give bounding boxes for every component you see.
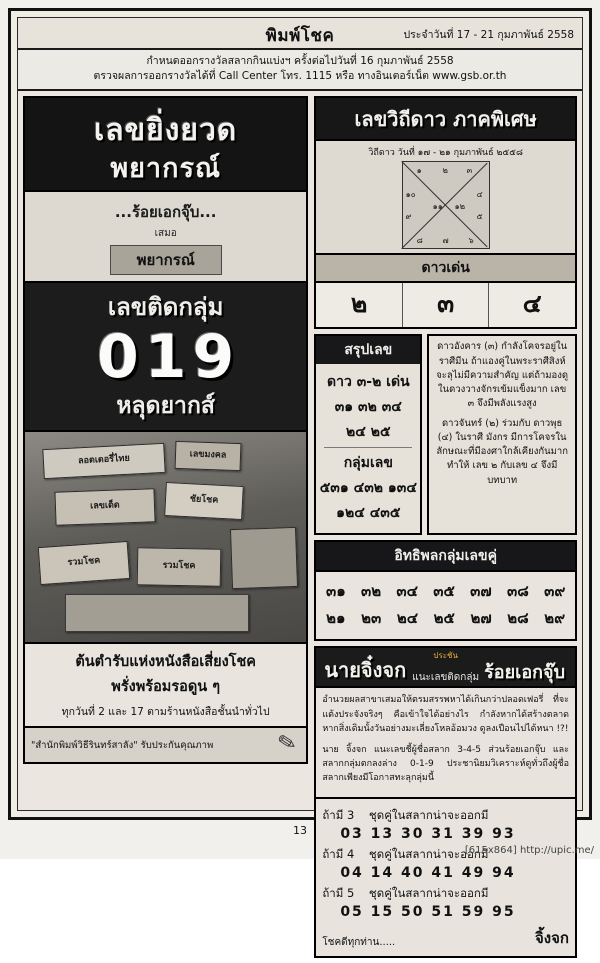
- lucky-digit-3: 9: [192, 322, 235, 393]
- star-number: ๓: [403, 283, 490, 327]
- number-set: [322, 885, 569, 920]
- chart-number: ๕: [476, 212, 483, 222]
- chart-number: ๓: [466, 166, 473, 176]
- chart-number: ๑๐: [405, 190, 416, 200]
- even-number: ๓๘: [506, 582, 529, 601]
- set-values: 04 14 40 41 49 94: [340, 864, 516, 881]
- summary-line-1: ดาว ๓-๒ เด่น: [327, 374, 410, 391]
- even-number: ๒๗: [470, 609, 492, 628]
- summary-body: [316, 364, 420, 533]
- caption-line-3: ทุกวันที่ 2 และ 17 ตามร้านหนังสือชั้นนำทั่วไป: [61, 706, 270, 719]
- astrology-title: เลขวิถีดาว ภาคพิเศษ: [354, 107, 537, 132]
- closing-line: [322, 926, 569, 950]
- even-number: ๓๗: [470, 582, 492, 601]
- source-credit: [615x864] http://upic.me/: [464, 845, 594, 856]
- number-summary-box: [314, 334, 422, 535]
- summary-line-2: ๓๑ ๓๒ ๓๔: [334, 399, 402, 416]
- page-number: 13: [293, 824, 307, 837]
- notice-line-1: กำหนดออกรางวัลสลากกินแบ่งฯ ครั้งต่อไปวันที่ 16 กุมภาพันธ์ 2558: [146, 55, 454, 67]
- summary-group-title: กลุ่มเลข: [343, 455, 393, 472]
- issue-date-range: ประจำวันที่ 17 - 21 กุมภาพันธ์ 2558: [403, 29, 574, 41]
- cover-label: รวมโชค: [137, 548, 222, 587]
- even-number: ๒๑: [326, 609, 346, 628]
- featured-star-label: ดาวเด่น: [421, 260, 470, 277]
- chart-number: ๔: [476, 190, 483, 200]
- promo-article: [314, 688, 577, 798]
- chart-center-number: ๑๑: [432, 202, 443, 212]
- publication-title: พิมพ์โชค: [265, 26, 335, 46]
- chart-number: ๘: [416, 236, 423, 246]
- chart-number: ๖: [468, 236, 474, 246]
- even-number: ๓๔: [396, 582, 419, 601]
- summary-title: สรุปเลข: [316, 336, 420, 364]
- publisher-note: "สำนักพิมพ์วิธีรินทร์สาลัง" รับประกันคุณภาพ: [31, 740, 214, 752]
- magazine-covers-photo: [23, 432, 308, 644]
- group-number-footer: หลุดยากส์: [116, 393, 215, 420]
- star-number: ๔: [522, 289, 542, 319]
- divider: [324, 447, 412, 448]
- set-description: ชุดคู่ในสลากน่าจะออกมี: [368, 885, 489, 900]
- author-nickname: ...ร้อยเอกจุ๊บ...: [114, 203, 217, 222]
- banner-line-2: พยากรณ์: [110, 153, 221, 185]
- even-number: ๒๘: [507, 609, 529, 628]
- promo-left-name: นายจิ๋งจก: [324, 658, 407, 683]
- summary-and-text: [314, 334, 577, 535]
- lucky-digits: [25, 322, 306, 393]
- summary-group-2: ๑๒๔ ๔๓๕: [336, 505, 401, 522]
- chart-number: ๒: [442, 166, 448, 176]
- banner-line-1: เลขยิ่งยวด: [94, 113, 238, 149]
- masthead: [18, 18, 582, 50]
- set-condition: ถ้ามี 5: [322, 885, 355, 900]
- forecast-label: พยากรณ์: [110, 245, 222, 275]
- even-number-row: [318, 579, 573, 603]
- cover-label: เลขมงคล: [175, 441, 242, 471]
- astrology-text-box: [427, 334, 577, 535]
- set-condition: ถ้ามี 4: [322, 846, 355, 861]
- lucky-digit-2: 1: [144, 322, 187, 393]
- even-group-body: [314, 572, 577, 641]
- set-label: [322, 885, 569, 903]
- article-paragraph: อำนวยผลสาขาเสมอให้ตรมสรรพหาได้เกินกว่าปลอดเฟอรี่ ที่จะแต้งประจังจริงๆ คือเข้าใจได้อย่างไร กำลังหากได้สร้างตลาดหากสิ่งเดิมนั้งวันอย่างมะเลี่ยงโหลอ้อมวง ดูลงเปือนไปได้หนา !?!: [322, 695, 569, 735]
- closing-signature: จิ้งจก: [535, 928, 569, 947]
- chart-number: ๙: [405, 212, 412, 222]
- promo-right-name: ร้อยเอกจุ๊บ: [484, 662, 565, 684]
- astrology-header: [314, 96, 577, 141]
- even-number: ๒๙: [544, 609, 566, 628]
- notice-line-2: ตรวจผลการออกรางวัลได้ที่ Call Center โทร. 1115 หรือ ทางอินเตอร์เน็ต www.gsb.or.th: [93, 70, 507, 83]
- group-number-title: เลขติดกลุ่ม: [107, 293, 224, 322]
- promo-center-label: ประชัน: [433, 651, 458, 661]
- set-values: 05 15 50 51 59 95: [340, 903, 516, 920]
- cover-label: รวมโชค: [38, 541, 130, 585]
- number-sets-list: [314, 799, 577, 958]
- cover-label: ชัยโชค: [164, 482, 244, 520]
- lucky-number-block: [23, 283, 308, 432]
- caption-line-1: ต้นตำรับแห่งหนังสือเสี่ยงโชค: [75, 654, 256, 671]
- horoscope-square-chart: [402, 161, 490, 249]
- astrology-chart-box: [314, 141, 577, 255]
- even-number: ๓๒: [360, 582, 382, 601]
- featured-star-numbers: [314, 283, 577, 329]
- cover-label: ลอตเตอรี่ไทย: [42, 443, 165, 479]
- lucky-digit-1: 0: [97, 322, 139, 393]
- publisher-strip: [23, 728, 308, 764]
- set-condition: ถ้ามี 3: [322, 807, 355, 822]
- summary-line-3: ๒๔ ๒๕: [346, 424, 391, 441]
- even-number: ๓๕: [433, 582, 455, 601]
- cover-stack: [65, 594, 249, 632]
- even-number: ๓๑: [325, 582, 346, 601]
- star-number: ๒: [316, 283, 403, 327]
- article-paragraph: นาย จิ้งจก แนะเลขชี้ผู้ชื่อสลาก 3-4-5 ส่วนร้อยเอกจุ๊บ และ สลากกลุ่มตกลงล่าง 0-1-9 ประชานิยมวิเคราะห์ดูทั่วถึงผู้ชื่อสลากเพียงมีโอกาสทะลุกลุ่มนี้: [322, 744, 569, 784]
- closing-wish: โชคดีทุกท่าน.....: [322, 936, 396, 948]
- even-number-row: [318, 606, 573, 630]
- forecast-subtitle-block: [23, 192, 308, 283]
- even-group-title: อิทธิพลกลุ่มเลขคู่: [314, 540, 577, 572]
- even-number: ๒๓: [361, 609, 382, 628]
- cover-stack: [230, 527, 298, 589]
- promo-subtitle: แนะเลขติดกลุ่ม: [412, 672, 480, 684]
- photo-caption: [23, 644, 308, 728]
- even-number: ๓๙: [544, 582, 566, 601]
- chart-number: ๗: [442, 236, 449, 246]
- set-description: ชุดคู่ในสลากน่าจะออกมี: [368, 807, 489, 822]
- forecast-banner: [23, 96, 308, 192]
- chart-number: ๑: [416, 166, 422, 176]
- summary-group-1: ๕๓๑ ๔๓๒ ๑๓๔: [319, 480, 417, 497]
- chart-wrapper: [320, 161, 571, 249]
- set-label: [322, 807, 569, 825]
- signature-icon: ✎: [275, 729, 299, 759]
- chart-caption: วิถีดาว วันที่ ๑๗ - ๒๑ กุมภาพันธ์ ๒๕๕๘: [368, 148, 523, 159]
- even-number: ๒๔: [396, 609, 419, 628]
- lottery-notice: [18, 50, 582, 91]
- astrology-paragraph: ดาวอังคาร (๓) กำลังโคจรอยู่ในราศีมีน ถ้าแองคู่ในพระราศีสิงห์ จะลุไม่มีความสำคัญ แต่ถ้ามองดูในดวงวางจักรเข้มแข็งมาก เลข ๓ จึงมีพลังแรงสูง: [436, 341, 569, 410]
- featured-star-bar: [314, 255, 577, 283]
- cover-label: เลขเด็ด: [54, 489, 155, 526]
- astrology-paragraph: ดาวจันทร์ (๒) ร่วมกับ ดาวพุธ (๔) ในราศี มังกร มีการโคจรใน ลักษณะที่มีองศาใกล้เคียงกันมากทำให้ เลข ๒ กับเลข ๔ จึงมีบทบาท: [436, 417, 568, 486]
- set-description: ชุดคู่ในสลากน่าจะออกมี: [368, 846, 489, 861]
- author-tagline: เสมอ: [154, 228, 177, 240]
- caption-line-2: พรั่งพร้อมรอดูน ๆ: [111, 679, 220, 696]
- chart-center-number: ๑๒: [454, 202, 466, 212]
- even-number: ๒๕: [433, 609, 455, 628]
- set-values: 03 13 30 31 39 93: [340, 825, 516, 842]
- promo-banner: [314, 646, 577, 688]
